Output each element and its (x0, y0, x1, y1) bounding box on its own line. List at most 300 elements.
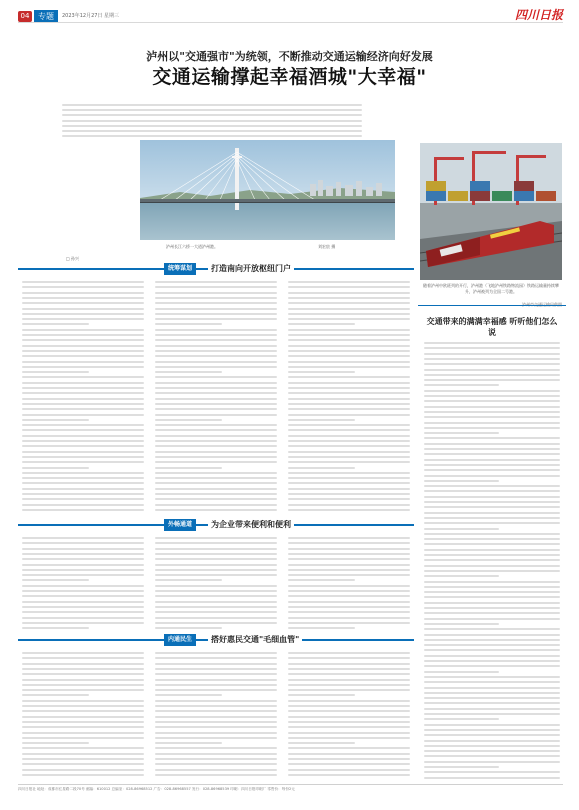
text-line (424, 374, 560, 376)
text-line (155, 542, 277, 544)
text-line (288, 387, 410, 389)
text-line (288, 477, 410, 479)
text-line (424, 559, 560, 561)
text-line (155, 673, 277, 675)
text-line (155, 737, 277, 739)
text-line (22, 542, 144, 544)
text-line (424, 517, 560, 519)
text-line (155, 721, 277, 723)
text-line (424, 522, 560, 524)
text-line (22, 684, 144, 686)
text-line (155, 657, 277, 659)
text-line (424, 718, 499, 720)
text-line (155, 392, 277, 394)
text-line (22, 329, 144, 331)
text-line (155, 318, 277, 320)
text-line (22, 445, 144, 447)
text-line (155, 569, 277, 571)
main-photo-caption: 泸州长江六桥一大道泸州港。 (166, 244, 218, 249)
text-line (155, 345, 277, 347)
text-line (155, 747, 277, 749)
text-line (288, 361, 410, 363)
text-line (22, 429, 144, 431)
text-line (22, 286, 144, 288)
section-title-2: 为企业带来便利和便利 (208, 519, 294, 531)
text-line (155, 758, 277, 760)
text-line (155, 705, 277, 707)
text-line (22, 435, 144, 437)
text-line (155, 398, 277, 400)
text-line (22, 710, 144, 712)
text-line (288, 329, 410, 331)
text-line (22, 574, 144, 576)
text-line (22, 504, 144, 506)
text-line (22, 763, 144, 765)
text-line (424, 459, 560, 461)
text-line (155, 440, 277, 442)
footer-text: 四川日报社 地址：成都市红星路二段70号 邮编：610012 总编室：028-86968512 广告：028-86968557 发行：028-86968539 印刷：四川日报印刷厂 零售价：每份2元 (18, 787, 295, 791)
text-line (424, 729, 560, 731)
text-line (424, 734, 560, 736)
text-line (424, 475, 560, 477)
text-line (424, 432, 499, 434)
text-line (288, 302, 410, 304)
text-line (288, 297, 410, 299)
text-line (155, 595, 277, 597)
text-line (288, 721, 410, 723)
text-line (22, 716, 144, 718)
text-line (424, 676, 560, 678)
text-line (155, 742, 222, 744)
text-line (288, 774, 410, 776)
footer-rule (18, 784, 563, 785)
text-line (288, 657, 410, 659)
text-line (288, 456, 410, 458)
section-tag: 专题 (34, 10, 58, 23)
bridge-photo (140, 140, 395, 240)
text-line (288, 345, 410, 347)
text-line (155, 376, 277, 378)
text-line (288, 286, 410, 288)
text-line (424, 353, 560, 355)
text-line (424, 655, 560, 657)
text-line (155, 498, 277, 500)
text-line (288, 679, 410, 681)
section-header-3 (18, 634, 414, 646)
text-line (22, 657, 144, 659)
text-line (155, 753, 277, 755)
text-line (22, 461, 144, 463)
text-line (22, 726, 144, 728)
text-line (155, 302, 277, 304)
text-line (22, 493, 144, 495)
port-illustration (420, 143, 562, 280)
text-line (22, 467, 89, 469)
section-title-3: 搭好惠民交通"毛细血管" (208, 634, 302, 646)
text-line (155, 382, 277, 384)
text-line (22, 387, 144, 389)
text-line (155, 601, 277, 603)
text-line (288, 726, 410, 728)
text-line (22, 313, 144, 315)
text-line (22, 737, 144, 739)
text-line (288, 611, 410, 613)
text-line (288, 700, 410, 702)
text-line (22, 617, 144, 619)
text-line (424, 681, 560, 683)
text-line (288, 574, 410, 576)
text-line (424, 443, 560, 445)
text-line (288, 318, 410, 320)
text-line (22, 569, 144, 571)
text-line (22, 606, 144, 608)
text-line (62, 109, 362, 111)
section-title-1: 打造南向开放枢纽门户 (208, 263, 294, 275)
text-line (424, 422, 560, 424)
text-line (155, 652, 277, 654)
text-line (424, 427, 560, 429)
text-line (155, 606, 277, 608)
text-line (288, 558, 410, 560)
text-line (155, 679, 277, 681)
text-line (424, 533, 560, 535)
text-line (424, 740, 560, 742)
text-line (288, 606, 410, 608)
text-line (288, 537, 410, 539)
text-line (288, 339, 410, 341)
text-line (62, 135, 362, 137)
text-line (288, 590, 410, 592)
text-line (22, 627, 89, 629)
text-line (155, 504, 277, 506)
issue-date: 2023年12月27日 星期三 (62, 13, 120, 19)
text-line (288, 585, 410, 587)
text-line (288, 652, 410, 654)
text-line (22, 366, 144, 368)
text-line (22, 302, 144, 304)
text-line (288, 445, 410, 447)
text-line (155, 564, 277, 566)
text-line (424, 586, 560, 588)
text-line (288, 398, 410, 400)
text-line (288, 435, 410, 437)
text-line (424, 469, 560, 471)
text-line (288, 668, 410, 670)
text-line (22, 334, 144, 336)
text-line (288, 498, 410, 500)
text-line (155, 611, 277, 613)
text-line (288, 737, 410, 739)
text-line (22, 424, 144, 426)
text-line (22, 753, 144, 755)
port-train-photo (420, 143, 562, 280)
bridge-illustration (140, 140, 395, 240)
text-line (288, 569, 410, 571)
text-line (288, 504, 410, 506)
text-line (22, 774, 144, 776)
text-line (424, 411, 560, 413)
text-line (22, 564, 144, 566)
text-line (22, 595, 144, 597)
text-line (62, 120, 362, 122)
text-line (424, 750, 560, 752)
page-number: 04 (18, 11, 32, 22)
text-line (155, 716, 277, 718)
text-line (424, 660, 560, 662)
text-line (424, 692, 560, 694)
text-line (22, 558, 144, 560)
text-line (424, 453, 560, 455)
text-line (155, 689, 277, 691)
text-line (424, 687, 560, 689)
text-line (155, 355, 277, 357)
text-line (155, 763, 277, 765)
text-line (22, 689, 144, 691)
text-line (424, 628, 560, 630)
text-line (288, 371, 355, 373)
text-line (288, 705, 410, 707)
text-line (424, 665, 560, 667)
text-line (155, 286, 277, 288)
text-line (424, 612, 560, 614)
text-line (155, 350, 277, 352)
text-line (288, 769, 410, 771)
text-line (288, 509, 410, 511)
text-line (22, 732, 144, 734)
text-line (424, 623, 499, 625)
text-line (424, 480, 499, 482)
text-line (288, 732, 410, 734)
text-line (155, 313, 277, 315)
text-line (288, 403, 410, 405)
text-line (155, 387, 277, 389)
text-line (424, 496, 560, 498)
section-header-2 (18, 519, 414, 531)
text-line (155, 419, 222, 421)
text-line (288, 376, 410, 378)
text-line (424, 342, 560, 344)
text-line (424, 358, 560, 360)
text-line (288, 440, 410, 442)
text-line (155, 297, 277, 299)
text-line (155, 451, 277, 453)
text-line (155, 537, 277, 539)
text-line (22, 622, 144, 624)
text-line (288, 673, 410, 675)
text-line (62, 114, 362, 116)
author-byline: □ 孙兴 (66, 256, 80, 261)
text-line (155, 445, 277, 447)
text-line (155, 488, 277, 490)
text-line (288, 548, 410, 550)
text-line (288, 622, 410, 624)
text-line (288, 710, 410, 712)
text-line (288, 564, 410, 566)
text-line (288, 472, 410, 474)
text-line (424, 766, 499, 768)
masthead-logo: 四川日报 (514, 8, 563, 22)
text-line (22, 488, 144, 490)
section-tag-3: 内通民生 (164, 634, 196, 646)
text-line (155, 726, 277, 728)
text-line (155, 456, 277, 458)
text-line (22, 398, 144, 400)
main-photo-credit: 刘宏宸 摄 (318, 244, 336, 249)
text-line (424, 602, 560, 604)
text-line (22, 456, 144, 458)
text-line (288, 292, 410, 294)
text-line (155, 323, 222, 325)
text-line (424, 618, 560, 620)
text-line (288, 488, 410, 490)
text-line (288, 424, 410, 426)
text-line (155, 482, 277, 484)
text-line (424, 506, 560, 508)
text-line (424, 448, 560, 450)
text-line (155, 329, 277, 331)
text-line (155, 574, 277, 576)
text-line (424, 581, 560, 583)
text-line (155, 558, 277, 560)
text-line (424, 671, 499, 673)
text-line (155, 339, 277, 341)
text-line (155, 493, 277, 495)
text-line (424, 512, 560, 514)
text-line (424, 713, 560, 715)
text-line (62, 104, 362, 106)
text-line (155, 403, 277, 405)
text-line (155, 585, 277, 587)
text-line (155, 700, 277, 702)
text-line (424, 634, 560, 636)
text-line (22, 339, 144, 341)
text-line (155, 281, 277, 283)
text-line (424, 363, 560, 365)
text-line (22, 440, 144, 442)
text-line (424, 554, 560, 556)
text-line (424, 777, 560, 779)
text-line (288, 350, 410, 352)
text-line (288, 617, 410, 619)
text-line (288, 451, 410, 453)
text-line (22, 673, 144, 675)
text-line (22, 742, 89, 744)
text-line (424, 538, 560, 540)
text-line (288, 308, 410, 310)
text-line (22, 482, 144, 484)
text-line (424, 379, 560, 381)
text-line (424, 369, 560, 371)
text-line (155, 334, 277, 336)
text-line (288, 429, 410, 431)
text-line (62, 130, 362, 132)
text-line (155, 292, 277, 294)
text-line (22, 451, 144, 453)
text-line (22, 297, 144, 299)
text-line (424, 565, 560, 567)
text-line (155, 663, 277, 665)
text-line (288, 579, 355, 581)
text-line (155, 774, 277, 776)
text-line (424, 697, 560, 699)
text-line (288, 553, 410, 555)
text-line (288, 716, 410, 718)
text-line (424, 395, 560, 397)
text-line (424, 528, 499, 530)
text-line (155, 361, 277, 363)
text-line (22, 292, 144, 294)
text-line (22, 611, 144, 613)
text-line (424, 575, 499, 577)
text-line (155, 710, 277, 712)
text-line (288, 753, 410, 755)
text-line (288, 334, 410, 336)
text-line (155, 424, 277, 426)
side-photo-caption: 随着泸州中欧班列的开行，泸州港（飞地泸州铁路物流园）铁路运输量持续攀升，泸州被列为全国二号港。 (423, 283, 559, 294)
text-line (22, 392, 144, 394)
text-line (288, 414, 410, 416)
text-line (155, 553, 277, 555)
text-line (155, 579, 222, 581)
text-line (22, 679, 144, 681)
text-line (424, 607, 560, 609)
text-line (155, 477, 277, 479)
text-line (424, 406, 560, 408)
text-line (288, 689, 410, 691)
text-line (22, 281, 144, 283)
text-line (22, 350, 144, 352)
text-line (424, 724, 560, 726)
text-line (22, 318, 144, 320)
text-line (22, 663, 144, 665)
text-line (22, 498, 144, 500)
text-line (22, 721, 144, 723)
text-line (288, 763, 410, 765)
text-line (424, 591, 560, 593)
text-line (22, 477, 144, 479)
text-line (22, 694, 89, 696)
text-line (288, 355, 410, 357)
text-line (22, 376, 144, 378)
text-line (288, 467, 355, 469)
text-line (288, 382, 410, 384)
text-line (22, 769, 144, 771)
text-line (22, 414, 144, 416)
text-line (22, 355, 144, 357)
text-line (22, 345, 144, 347)
text-line (424, 400, 560, 402)
text-line (22, 579, 89, 581)
text-line (22, 747, 144, 749)
text-line (22, 382, 144, 384)
text-line (155, 467, 222, 469)
text-line (424, 416, 560, 418)
text-line (288, 461, 410, 463)
text-line (424, 570, 560, 572)
text-line (424, 708, 560, 710)
text-line (22, 323, 89, 325)
text-line (288, 742, 355, 744)
text-line (424, 644, 560, 646)
text-line (155, 769, 277, 771)
text-line (22, 548, 144, 550)
text-line (288, 493, 410, 495)
text-line (424, 639, 560, 641)
text-line (155, 429, 277, 431)
text-line (288, 408, 410, 410)
section-header-1 (18, 263, 414, 275)
text-line (288, 419, 355, 421)
